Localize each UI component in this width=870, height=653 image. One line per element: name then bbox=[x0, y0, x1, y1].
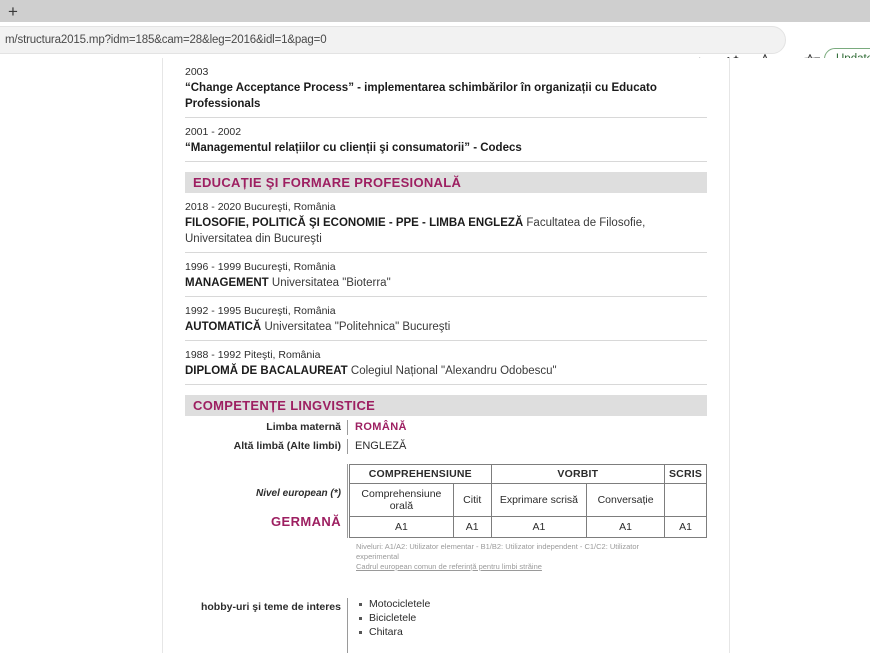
course-entry bbox=[185, 118, 707, 162]
mother-tongue-value: ROMÂNĂ bbox=[347, 420, 407, 435]
page-viewport bbox=[0, 58, 870, 653]
language-skills-area bbox=[185, 464, 707, 538]
table-row-sub-headers bbox=[350, 484, 707, 517]
table-language-name: GERMANĂ bbox=[271, 513, 341, 529]
sub-header-spoken-interaction: Conversație bbox=[587, 484, 665, 517]
value-listening: A1 bbox=[350, 517, 454, 538]
language-skills-table-wrap bbox=[347, 464, 707, 538]
table-row-group-headers bbox=[350, 465, 707, 484]
course-date: 2001 - 2002 bbox=[185, 126, 242, 138]
hobbies-label: hobby-uri şi teme de interes bbox=[200, 601, 341, 613]
new-tab-button[interactable]: + bbox=[8, 1, 18, 21]
hobbies-list-wrap bbox=[347, 598, 707, 653]
education-title bbox=[185, 215, 707, 247]
language-skills-table bbox=[349, 464, 707, 538]
other-languages-row bbox=[185, 439, 707, 454]
education-institution: Universitatea "Politehnica" Bucureşti bbox=[264, 321, 451, 333]
list-item: Chitara bbox=[369, 626, 707, 640]
table-row-values bbox=[350, 517, 707, 538]
mother-tongue-row bbox=[185, 420, 707, 435]
education-title bbox=[185, 319, 707, 335]
value-reading: A1 bbox=[453, 517, 491, 538]
other-languages-value: ENGLEZĂ bbox=[347, 439, 406, 454]
cv-document-page bbox=[162, 58, 730, 653]
education-date: 1988 - 1992 Piteşti, România bbox=[185, 349, 321, 361]
language-skills-labels bbox=[185, 464, 347, 538]
section-header-education: EDUCAȚIE ŞI FORMARE PROFESIONALĂ bbox=[185, 172, 707, 193]
sub-header-spoken-production: Exprimare scrisă bbox=[491, 484, 587, 517]
course-title: “Change Acceptance Process” - implementarea schimbărilor în organizații cu Educato Professionals bbox=[185, 82, 657, 110]
value-spoken-production: A1 bbox=[491, 517, 587, 538]
cefr-reference-link[interactable]: Cadrul european comun de referință pentru limbi străine bbox=[356, 562, 542, 571]
education-date: 2018 - 2020 Bucureşti, România bbox=[185, 201, 336, 213]
list-item: Motocicletele bbox=[369, 598, 707, 612]
education-entry bbox=[185, 341, 707, 385]
browser-toolbar bbox=[0, 22, 870, 58]
group-header-speaking: VORBIT bbox=[491, 465, 664, 484]
hobbies-list bbox=[355, 598, 707, 640]
course-title: “Managementul relațiilor cu clienții şi consumatorii” - Codecs bbox=[185, 142, 522, 154]
other-languages-label: Altă limbă (Alte limbi) bbox=[233, 440, 341, 452]
education-date: 1996 - 1999 Bucureşti, România bbox=[185, 261, 336, 273]
language-levels-note-text: Niveluri: A1/A2: Utilizator elementar - B1/B2: Utilizator independent - C1/C2: Utilizator experimental bbox=[356, 542, 640, 561]
eu-level-label: Nivel european (*) bbox=[255, 487, 341, 499]
sub-header-reading: Citit bbox=[453, 484, 491, 517]
group-header-writing: SCRIS bbox=[665, 465, 707, 484]
education-degree: FILOSOFIE, POLITICĂ ŞI ECONOMIE - PPE - LIMBA ENGLEZĂ bbox=[185, 217, 524, 229]
education-entry bbox=[185, 253, 707, 297]
cv-document-body bbox=[163, 58, 729, 653]
education-institution: Colegiul Național "Alexandru Odobescu" bbox=[350, 365, 557, 377]
sub-header-listening: Comprehensiune orală bbox=[350, 484, 454, 517]
browser-chrome bbox=[0, 0, 870, 58]
education-title bbox=[185, 363, 707, 379]
education-degree: MANAGEMENT bbox=[185, 277, 269, 289]
section-header-languages: COMPETENȚE LINGVISTICE bbox=[185, 395, 707, 416]
list-item: Bicicletele bbox=[369, 612, 707, 626]
hobbies-area bbox=[185, 598, 707, 653]
education-degree: DIPLOMĂ DE BACALAUREAT bbox=[185, 365, 348, 377]
language-levels-note bbox=[348, 542, 678, 572]
mother-tongue-label: Limba maternă bbox=[266, 421, 341, 433]
sub-header-writing-empty bbox=[665, 484, 707, 517]
tab-strip bbox=[0, 0, 870, 22]
education-date: 1992 - 1995 Bucureşti, România bbox=[185, 305, 336, 317]
value-spoken-interaction: A1 bbox=[587, 517, 665, 538]
address-bar-url: m/structura2015.mp?idm=185&cam=28&leg=2016&idl=1&pag=0 bbox=[5, 34, 327, 46]
education-title bbox=[185, 275, 707, 291]
education-entry bbox=[185, 193, 707, 253]
education-degree: AUTOMATICĂ bbox=[185, 321, 262, 333]
education-institution: Facultatea de Filosofie, Universitatea din Bucureşti bbox=[185, 217, 646, 245]
course-date: 2003 bbox=[185, 66, 209, 78]
group-header-comprehension: COMPREHENSIUNE bbox=[350, 465, 492, 484]
education-entry bbox=[185, 297, 707, 341]
education-institution: Universitatea "Bioterra" bbox=[271, 277, 391, 289]
course-entry bbox=[185, 58, 707, 118]
value-writing: A1 bbox=[665, 517, 707, 538]
address-bar[interactable] bbox=[0, 26, 786, 54]
